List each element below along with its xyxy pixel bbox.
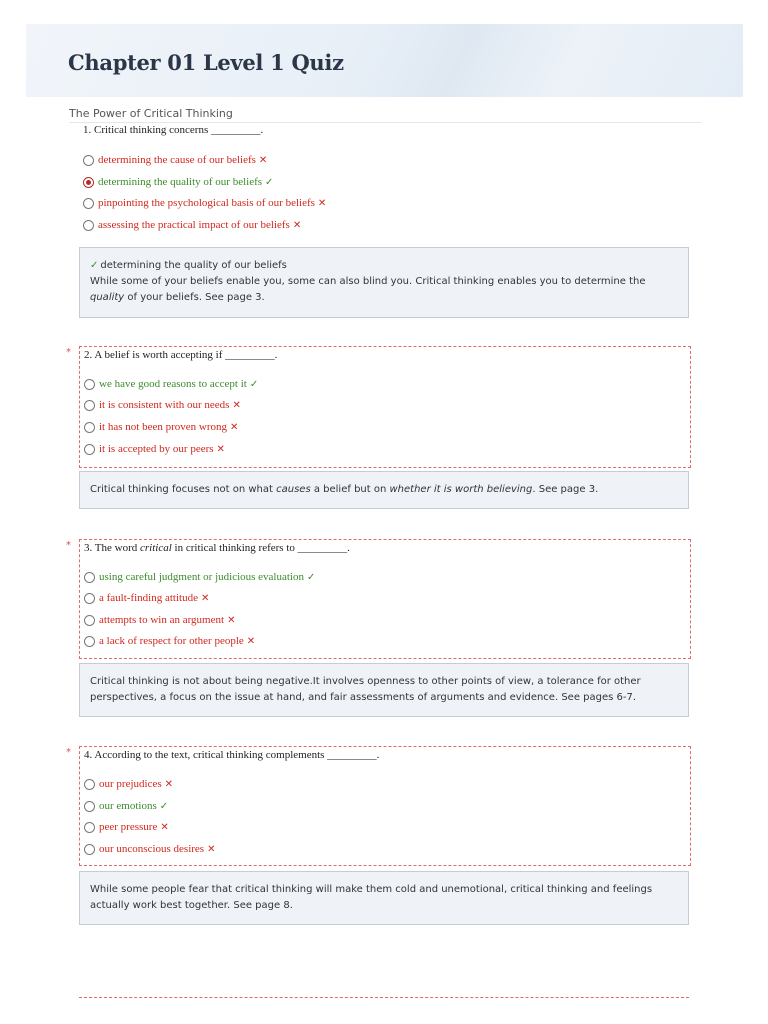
radio-button[interactable] — [83, 198, 94, 209]
radio-button[interactable] — [84, 444, 95, 455]
option-label: using careful judgment or judicious evaluation — [99, 571, 304, 583]
cross-icon: ✕ — [216, 443, 225, 455]
cross-icon: ✕ — [160, 821, 169, 833]
answer-option[interactable] — [84, 820, 169, 834]
radio-button[interactable] — [84, 572, 95, 583]
answer-option[interactable] — [84, 842, 215, 856]
radio-button[interactable] — [84, 801, 95, 812]
answer-option[interactable] — [84, 377, 258, 391]
check-icon: ✓ — [159, 800, 169, 812]
check-icon: ✓ — [265, 176, 274, 188]
option-label: assessing the practical impact of our beliefs — [98, 219, 290, 231]
answer-option[interactable] — [84, 634, 255, 648]
radio-button[interactable] — [83, 155, 94, 166]
question-text: 1. Critical thinking concerns _________. — [83, 124, 264, 136]
cross-icon: ✕ — [292, 219, 302, 231]
radio-button[interactable] — [83, 220, 94, 231]
option-label: our prejudices — [99, 778, 162, 790]
option-label: determining the quality of our beliefs — [98, 176, 263, 188]
question-2 — [66, 346, 691, 468]
cross-icon: ✕ — [246, 635, 256, 647]
feedback-text: While some of your beliefs enable you, some can also blind you. Critical thinking enables you to determine the quality of your beliefs. See page 3. — [90, 276, 646, 303]
radio-button[interactable] — [84, 400, 95, 411]
radio-button[interactable] — [84, 593, 95, 604]
question-4 — [66, 746, 691, 866]
option-label: pinpointing the psychological basis of our beliefs — [98, 197, 315, 209]
option-label: it has not been proven wrong — [99, 421, 227, 433]
option-label: it is consistent with our needs — [99, 399, 230, 411]
option-label: we have good reasons to accept it — [99, 378, 247, 390]
radio-button-selected[interactable] — [83, 177, 94, 188]
answer-option[interactable] — [83, 153, 267, 167]
cross-icon: ✕ — [258, 154, 268, 166]
required-star-icon: * — [66, 747, 71, 758]
radio-button[interactable] — [84, 636, 95, 647]
answer-option[interactable] — [84, 613, 235, 627]
cross-icon: ✕ — [317, 197, 327, 209]
option-label: attempts to win an argument — [99, 614, 225, 626]
answer-option[interactable] — [84, 570, 315, 584]
feedback-text: While some people fear that critical thinking will make them cold and unemotional, critical thinking and feelings actually work best together. See page 8. — [90, 884, 653, 911]
radio-button[interactable] — [84, 615, 95, 626]
option-label: it is accepted by our peers — [99, 443, 214, 455]
answer-option[interactable] — [83, 218, 301, 232]
answer-option[interactable] — [83, 196, 326, 210]
feedback-text: Critical thinking focuses not on what causes a belief but on whether it is worth believing. See page 3. — [90, 484, 599, 495]
feedback-box — [79, 471, 689, 509]
page-subtitle: The Power of Critical Thinking — [69, 107, 233, 120]
question-text: 2. A belief is worth accepting if _________. — [84, 349, 278, 361]
option-label: determining the cause of our beliefs — [98, 154, 256, 166]
answer-option[interactable] — [84, 442, 225, 456]
required-star-icon: * — [66, 540, 71, 551]
option-label: peer pressure — [99, 821, 158, 833]
cross-icon: ✕ — [207, 843, 216, 855]
option-label: a fault-finding attitude — [99, 592, 198, 604]
feedback-box — [79, 247, 689, 318]
answer-option[interactable] — [84, 420, 238, 434]
check-icon: ✓ — [249, 378, 259, 390]
cross-icon: ✕ — [200, 592, 210, 604]
question-text: 3. The word critical in critical thinking refers to _________. — [84, 542, 350, 554]
feedback-box — [79, 663, 689, 717]
page-title: Chapter 01 Level 1 Quiz — [68, 50, 344, 75]
radio-button[interactable] — [84, 779, 95, 790]
radio-button[interactable] — [84, 422, 95, 433]
answer-option[interactable] — [83, 175, 273, 189]
cross-icon: ✕ — [230, 421, 239, 433]
required-star-icon: * — [66, 347, 71, 358]
answer-option[interactable] — [84, 799, 168, 813]
check-icon: ✓ — [90, 260, 99, 271]
header-banner — [26, 24, 743, 97]
feedback-text: Critical thinking is not about being negative.It involves openness to other points of view, a tolerance for other perspectives, a focus on the issue at hand, and fair assessments of arguments and evidence. See pages 6-7. — [90, 676, 641, 703]
radio-button[interactable] — [84, 379, 95, 390]
answer-option[interactable] — [84, 398, 241, 412]
cross-icon: ✕ — [227, 614, 236, 626]
answer-option[interactable] — [84, 777, 173, 791]
question-3 — [66, 539, 691, 659]
option-label: our unconscious desires — [99, 843, 205, 855]
cross-icon: ✕ — [164, 778, 174, 790]
option-label: our emotions — [99, 800, 157, 812]
option-label: a lack of respect for other people — [99, 635, 244, 647]
next-question-border — [79, 997, 689, 998]
check-icon: ✓ — [306, 571, 316, 583]
radio-button[interactable] — [84, 822, 95, 833]
question-1 — [79, 122, 689, 237]
feedback-answer: determining the quality of our beliefs — [100, 260, 287, 271]
answer-option[interactable] — [84, 591, 209, 605]
feedback-box — [79, 871, 689, 925]
radio-button[interactable] — [84, 844, 95, 855]
question-text: 4. According to the text, critical thinking complements _________. — [84, 749, 380, 761]
cross-icon: ✕ — [232, 399, 241, 411]
